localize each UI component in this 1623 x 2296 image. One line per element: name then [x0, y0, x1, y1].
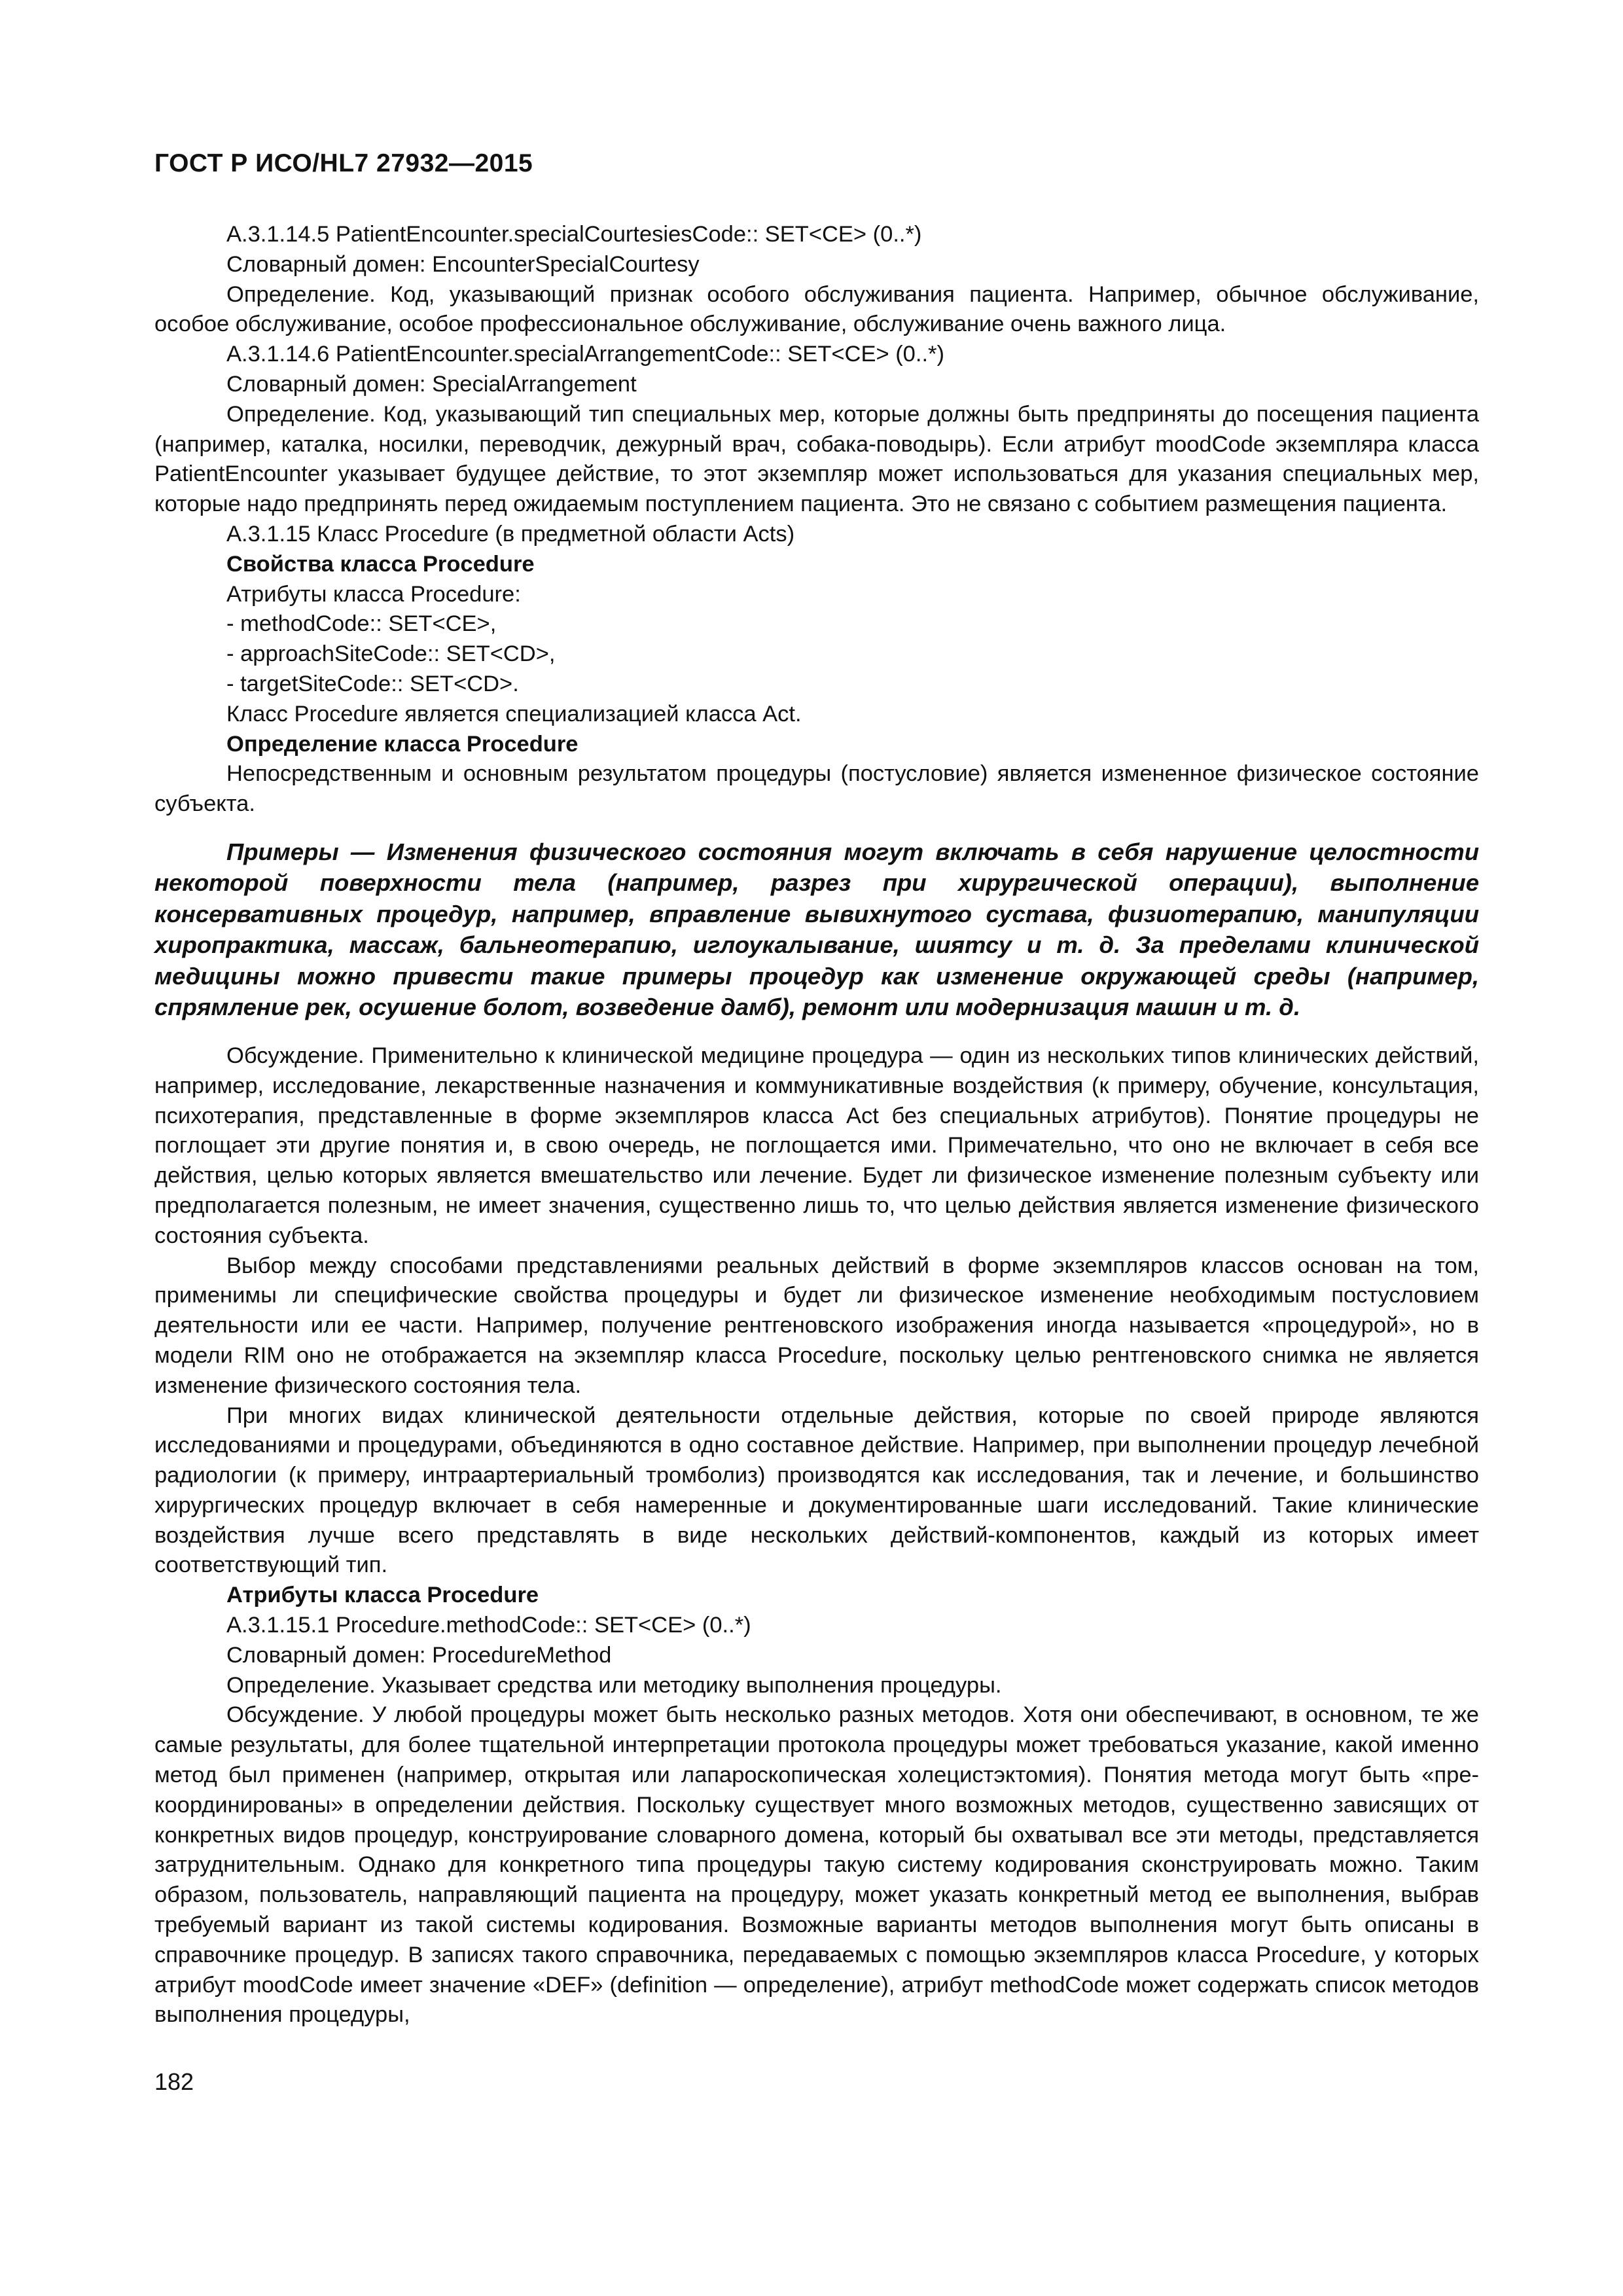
example-note: Примеры — Изменения физического состояния могут включать в себя нарушение целостности некоторой поверхности тела (например, разрез при хирургической операции), выполнение консервативных процедур, например, вправление вывихнутого сустава, физиотерапию, манипуляции хиропрактика, массаж, бальнеотерапию, иглоукалывание, шиятсу и т. д. За пределами клинической медицины можно привести такие примеры процедур как изменение окружающей среды (например, спрямление рек, осушение болот, возведение дамб), ремонт или модернизация машин и т. д. — [154, 838, 1479, 1021]
clause-heading: A.3.1.14.5 PatientEncounter.specialCourtesiesCode:: SET<CE> (0..*) — [226, 222, 922, 247]
definition-paragraph: Определение. Код, указывающий тип специальных мер, которые должны быть предприняты до посещения пациента (например, каталка, носилки, переводчик, дежурный врач, собака-поводырь). Если атрибут moodCode экземпляра класса PatientEncounter указывает будущее действие, то этот экземпляр может использоваться для указания специальных мер, которые надо предпринять перед ожидаемым поступлением пациента. Это не связано с событием размещения пациента. — [154, 401, 1479, 517]
attribute-list-item: - methodCode:: SET<CE>, — [226, 611, 497, 637]
definition-paragraph: Определение. Код, указывающий признак особого обслуживания пациента. Например, обычное обслуживание, особое обслуживание, особое профессиональное обслуживание, обслуживание очень важного лица. — [154, 281, 1479, 337]
section-heading: Свойства класса Procedure — [226, 551, 535, 577]
document-body — [154, 220, 1479, 2030]
body-paragraph: Класс Procedure является специализацией класса Act. — [226, 701, 802, 726]
attribute-list-item: - approachSiteCode:: SET<CD>, — [226, 641, 556, 667]
body-paragraph: При многих видах клинической деятельности отдельные действия, которые по своей природе являются исследованиями и процедурами, объединяются в одно составное действие. Например, при выполнении процедур лечебной радиологии (к примеру, интраартериальный тромболиз) производятся как исследования, так и лечение, и большинство хирургических процедур включает в себя намеренные и документированные шаги исследований. Такие клинические воздействия лучше всего представлять в виде нескольких действий-компонентов, каждый из которых имеет соответствующий тип. — [154, 1403, 1479, 1578]
clause-heading: A.3.1.14.6 PatientEncounter.specialArrangementCode:: SET<CE> (0..*) — [226, 342, 944, 367]
body-paragraph: Обсуждение. У любой процедуры может быть несколько разных методов. Хотя они обеспечивают, в основном, те же самые результаты, для более тщательной интерпретации протокола процедуры может требоваться указание, какой именно метод был применен (например, открытая или лапароскопическая холецистэктомия). Понятия метода могут быть «пре-координированы» в определении действия. Поскольку существует много возможных методов, существенно зависящих от конкретных видов процедур, конструирование словарного домена, который бы охватывал все эти методы, представляется затруднительным. Однако для конкретного типа процедуры такую систему кодирования сконструировать можно. Таким образом, пользователь, направляющий пациента на процедуру, может указать конкретный метод ее выполнения, выбрав требуемый вариант из такой системы кодирования. Возможные варианты методов выполнения могут быть описаны в справочнике процедур. В записях такого справочника, передаваемых с помощью экземпляров класса Procedure, у которых атрибут moodCode имеет значение «DEF» (definition — определение), атрибут methodCode может содержать список методов выполнения процедуры, — [154, 1702, 1479, 2028]
page-number: 182 — [154, 2068, 194, 2095]
body-paragraph: Выбор между способами представлениями реальных действий в форме экземпляров классов основан на том, применимы ли специфические свойства процедуры и будет ли физическое изменение необходимым постусловием деятельности или ее части. Например, получение рентгеновского изображения иногда называется «процедурой», но в модели RIM оно не отображается на экземпляр класса Procedure, поскольку целью рентгеновского снимка не является изменение физического состояния тела. — [154, 1253, 1479, 1398]
attributes-intro: Атрибуты класса Procedure: — [226, 581, 521, 607]
vocabulary-domain: Словарный домен: SpecialArrangement — [226, 371, 637, 397]
vocabulary-domain: Словарный домен: ProcedureMethod — [226, 1642, 612, 1668]
section-heading: Определение класса Procedure — [226, 731, 579, 757]
attribute-list-item: - targetSiteCode:: SET<CD>. — [226, 671, 519, 696]
document-header: ГОСТ Р ИСО/HL7 27932—2015 — [154, 149, 533, 177]
clause-heading: A.3.1.15.1 Procedure.methodCode:: SET<CE> (0..*) — [226, 1613, 751, 1638]
body-paragraph: Непосредственным и основным результатом процедуры (постусловие) является измененное физическое состояние субъекта. — [154, 761, 1479, 817]
section-heading: Атрибуты класса Procedure — [226, 1583, 539, 1608]
definition-paragraph: Определение. Указывает средства или методику выполнения процедуры. — [226, 1672, 1002, 1698]
clause-heading: A.3.1.15 Класс Procedure (в предметной области Acts) — [226, 521, 795, 547]
vocabulary-domain: Словарный домен: EncounterSpecialCourtesy — [226, 251, 700, 277]
body-paragraph: Обсуждение. Применительно к клинической медицине процедура — один из нескольких типов клинических действий, например, исследование, лекарственные назначения и коммуникативные воздействия (к примеру, обучение, консультация, психотерапия, представленные в форме экземпляров класса Act без специальных атрибутов). Понятие процедуры не поглощает эти другие понятия и, в свою очередь, не поглощается ими. Примечательно, что оно не включает в себя все действия, целью которых является вмешательство или лечение. Будет ли физическое изменение полезным субъекту или предполагается полезным, не имеет значения, существенно лишь то, что целью действия является изменение физического состояния субъекта. — [154, 1043, 1479, 1248]
